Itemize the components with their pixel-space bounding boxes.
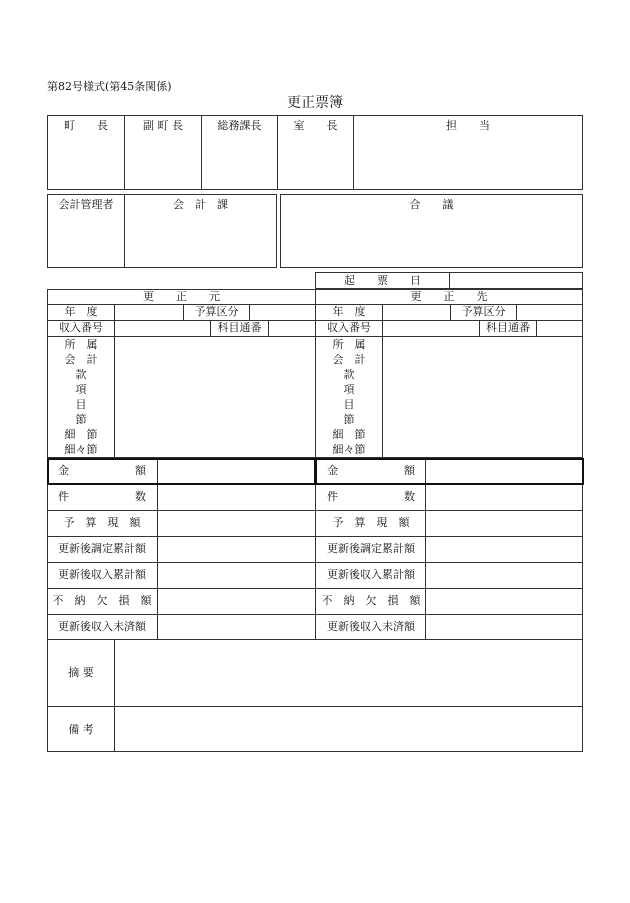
accounting-manager-label: 会計管理者 bbox=[58, 198, 114, 211]
origin-class-accounting: 会 計 bbox=[64, 353, 98, 366]
remarks-table bbox=[47, 640, 583, 752]
dest-class-affiliation: 所 属 bbox=[332, 338, 366, 351]
approval-box-council bbox=[280, 194, 583, 268]
origin-classification-labels bbox=[48, 337, 114, 457]
origin-outstanding-label: 更新後収入未済額 bbox=[58, 620, 146, 633]
approval-person-in-charge: 担 当 bbox=[446, 119, 490, 132]
origin-receipt-no-label: 収入番号 bbox=[59, 321, 103, 334]
issue-date-label: 起 票 日 bbox=[344, 274, 421, 287]
approval-deputy-mayor: 副 町 長 bbox=[143, 119, 183, 132]
origin-loss-label: 不 納 欠 損 額 bbox=[52, 594, 152, 607]
origin-class-kan: 款 bbox=[75, 368, 87, 381]
dest-class-saisaisetsu: 細々節 bbox=[332, 443, 366, 456]
approval-office-chief: 室 長 bbox=[293, 119, 338, 132]
approval-general-affairs-chief: 総務課長 bbox=[217, 119, 262, 132]
origin-class-saisaisetsu: 細々節 bbox=[64, 443, 98, 456]
dest-current-budget-label: 予 算 現 額 bbox=[332, 516, 410, 529]
approval-box-accounting bbox=[47, 194, 277, 268]
notes-field[interactable] bbox=[115, 707, 582, 751]
origin-amount-label: 金 額 bbox=[58, 464, 146, 477]
origin-class-moku: 目 bbox=[75, 398, 87, 411]
dest-class-accounting: 会 計 bbox=[332, 353, 366, 366]
dest-assessed-total-label: 更新後調定累計額 bbox=[327, 542, 415, 555]
dest-class-kou: 項 bbox=[343, 383, 355, 396]
dest-class-setsu: 節 bbox=[343, 413, 355, 426]
issue-date-row bbox=[315, 272, 583, 289]
notes-label: 備 考 bbox=[68, 723, 94, 736]
origin-class-saisetsu: 細 節 bbox=[64, 428, 98, 441]
council-label: 合 議 bbox=[409, 198, 454, 211]
dest-receipt-no-label: 収入番号 bbox=[327, 321, 371, 334]
dest-budget-class-label: 予算区分 bbox=[461, 305, 506, 318]
origin-class-kou: 項 bbox=[75, 383, 87, 396]
dest-amount-label: 金 額 bbox=[327, 464, 415, 477]
dest-classification-labels bbox=[316, 337, 382, 457]
amount-table bbox=[47, 458, 583, 640]
form-title: 更正票簿 bbox=[287, 95, 343, 111]
origin-budget-class-label: 予算区分 bbox=[194, 305, 239, 318]
summary-label: 摘 要 bbox=[68, 666, 94, 679]
origin-class-setsu: 節 bbox=[75, 413, 87, 426]
dest-receipt-total-label: 更新後収入累計額 bbox=[327, 568, 415, 581]
section-destination-title: 更 正 先 bbox=[410, 290, 488, 303]
approval-mayor: 町 長 bbox=[64, 119, 108, 132]
dest-class-kan: 款 bbox=[343, 368, 355, 381]
summary-field[interactable] bbox=[115, 640, 582, 706]
origin-current-budget-label: 予 算 現 額 bbox=[63, 516, 141, 529]
form-code: 第82号様式(第45条関係) bbox=[47, 80, 172, 93]
dest-outstanding-label: 更新後収入未済額 bbox=[327, 620, 415, 633]
dest-subject-no-label: 科目通番 bbox=[486, 321, 530, 334]
origin-assessed-total-label: 更新後調定累計額 bbox=[58, 542, 146, 555]
dest-class-saisetsu: 細 節 bbox=[332, 428, 366, 441]
dest-loss-label: 不 納 欠 損 額 bbox=[321, 594, 421, 607]
origin-fiscal-year-label: 年 度 bbox=[64, 305, 98, 318]
section-origin-title: 更 正 元 bbox=[143, 290, 220, 303]
correction-detail-table bbox=[47, 289, 583, 458]
dest-count-label: 件 数 bbox=[327, 490, 415, 503]
accounting-section-label: 会 計 課 bbox=[173, 198, 228, 211]
origin-receipt-total-label: 更新後収入累計額 bbox=[58, 568, 146, 581]
origin-count-label: 件 数 bbox=[58, 490, 146, 503]
dest-class-moku: 目 bbox=[343, 398, 355, 411]
approval-box-top bbox=[47, 115, 583, 190]
origin-subject-no-label: 科目通番 bbox=[217, 321, 262, 334]
origin-class-affiliation: 所 属 bbox=[64, 338, 98, 351]
dest-fiscal-year-label: 年 度 bbox=[332, 305, 366, 318]
